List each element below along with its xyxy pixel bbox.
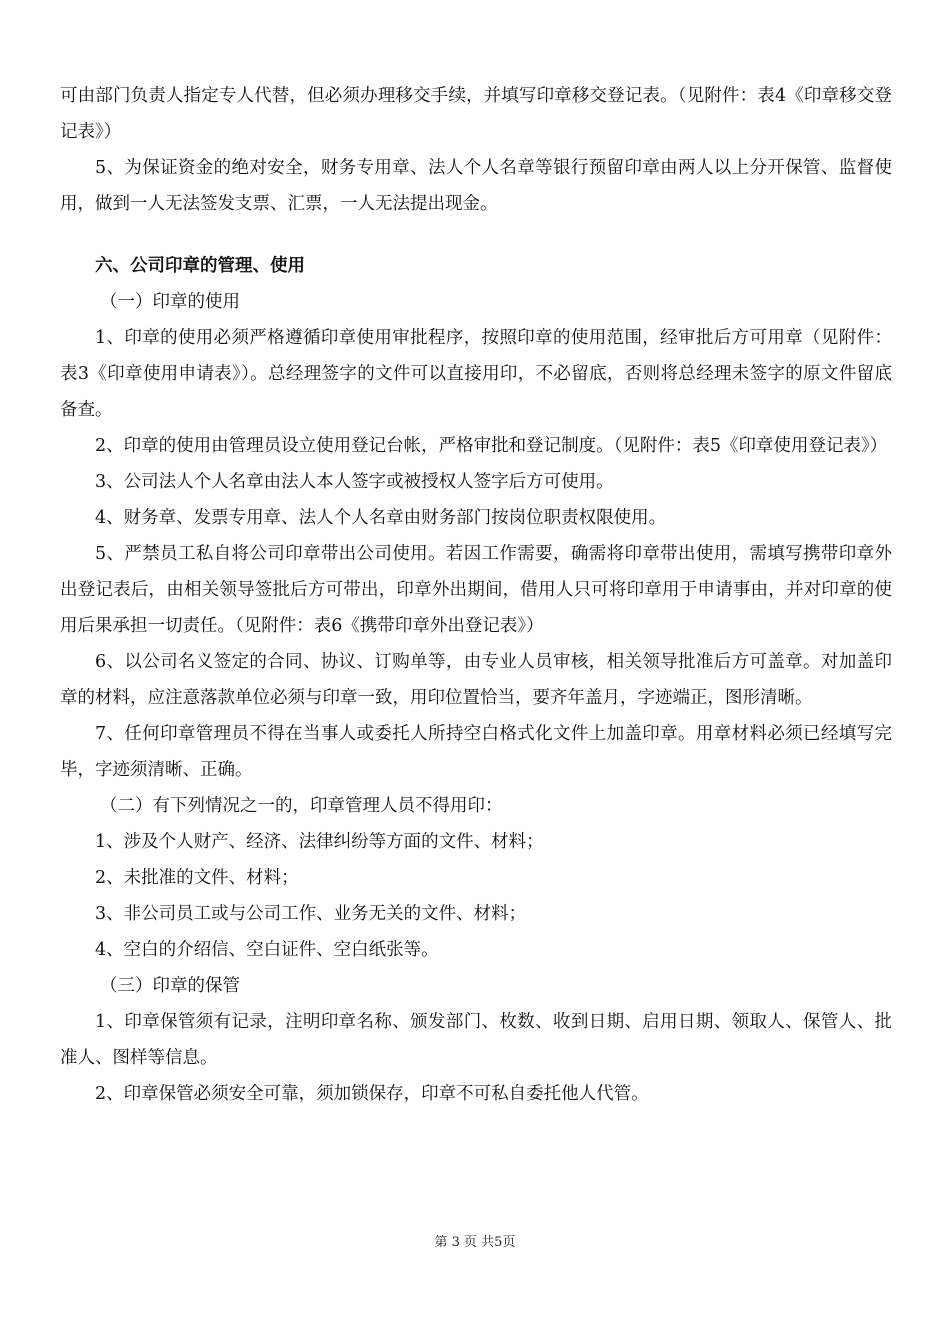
use-item: 7、任何印章管理员不得在当事人或委托人所持空白格式化文件上加盖印章。用章材料必须已经填写完毕，字迹须清晰、正确。 bbox=[60, 724, 892, 780]
use-item: 1、印章的使用必须严格遵循印章使用审批程序，按照印章的使用范围，经审批后方可用章（见附件：表3《印章使用申请表》）。总经理签字的文件可以直接用印，不必留底，否则将总经理未签字的原文件留底备查。 bbox=[60, 328, 892, 420]
paragraph-item-5: 5、为保证资金的绝对安全，财务专用章、法人个人名章等银行预留印章由两人以上分开保管、监督使用，做到一人无法签发支票、汇票，一人无法提出现金。 bbox=[60, 158, 892, 214]
use-item: 3、公司法人个人名章由法人本人签字或被授权人签字后方可使用。 bbox=[95, 472, 614, 492]
use-item: 6、以公司名义签定的合同、协议、订购单等，由专业人员审核，相关领导批准后方可盖章。对加盖印章的材料，应注意落款单位必须与印章一致，用印位置恰当，要齐年盖月，字迹端正，图形清晰。 bbox=[60, 652, 892, 708]
page-number-footer: 第 3 页 共5页 bbox=[434, 1235, 516, 1250]
section-spacer bbox=[60, 222, 892, 248]
keep-item: 2、印章保管必须安全可靠，须加锁保存，印章不可私自委托他人代管。 bbox=[95, 1084, 649, 1104]
keep-item: 1、印章保管须有记录，注明印章名称、颁发部门、枚数、收到日期、启用日期、领取人、保管人、批准人、图样等信息。 bbox=[60, 1012, 892, 1068]
prohibit-item: 4、空白的介绍信、空白证件、空白纸张等。 bbox=[95, 940, 439, 960]
document-body bbox=[60, 78, 892, 1112]
subsection-heading-prohibit: （二）有下列情况之一的，印章管理人员不得用印： bbox=[100, 796, 503, 816]
subsection-heading-keep: （三）印章的保管 bbox=[100, 976, 240, 996]
prohibit-item: 2、未批准的文件、材料； bbox=[95, 868, 299, 888]
subsection-heading-use: （一）印章的使用 bbox=[100, 292, 240, 312]
use-item: 5、严禁员工私自将公司印章带出公司使用。若因工作需要，确需将印章带出使用，需填写携带印章外出登记表后，由相关领导签批后方可带出，印章外出期间，借用人只可将印章用于申请事由，并对印章的使用后果承担一切责任。（见附件：表6《携带印章外出登记表》） bbox=[60, 544, 892, 636]
use-item: 2、印章的使用由管理员设立使用登记台帐，严格审批和登记制度。（见附件：表5《印章使用登记表》） bbox=[95, 436, 888, 456]
prohibit-item: 1、涉及个人财产、经济、法律纠纷等方面的文件、材料； bbox=[95, 832, 544, 852]
section-heading: 六、公司印章的管理、使用 bbox=[95, 256, 305, 276]
use-item: 4、财务章、发票专用章、法人个人名章由财务部门按岗位职责权限使用。 bbox=[95, 508, 667, 528]
prohibit-item: 3、非公司员工或与公司工作、业务无关的文件、材料； bbox=[95, 904, 527, 924]
paragraph-carryover: 可由部门负责人指定专人代替，但必须办理移交手续，并填写印章移交登记表。（见附件：表4《印章移交登记表》） bbox=[60, 86, 892, 142]
